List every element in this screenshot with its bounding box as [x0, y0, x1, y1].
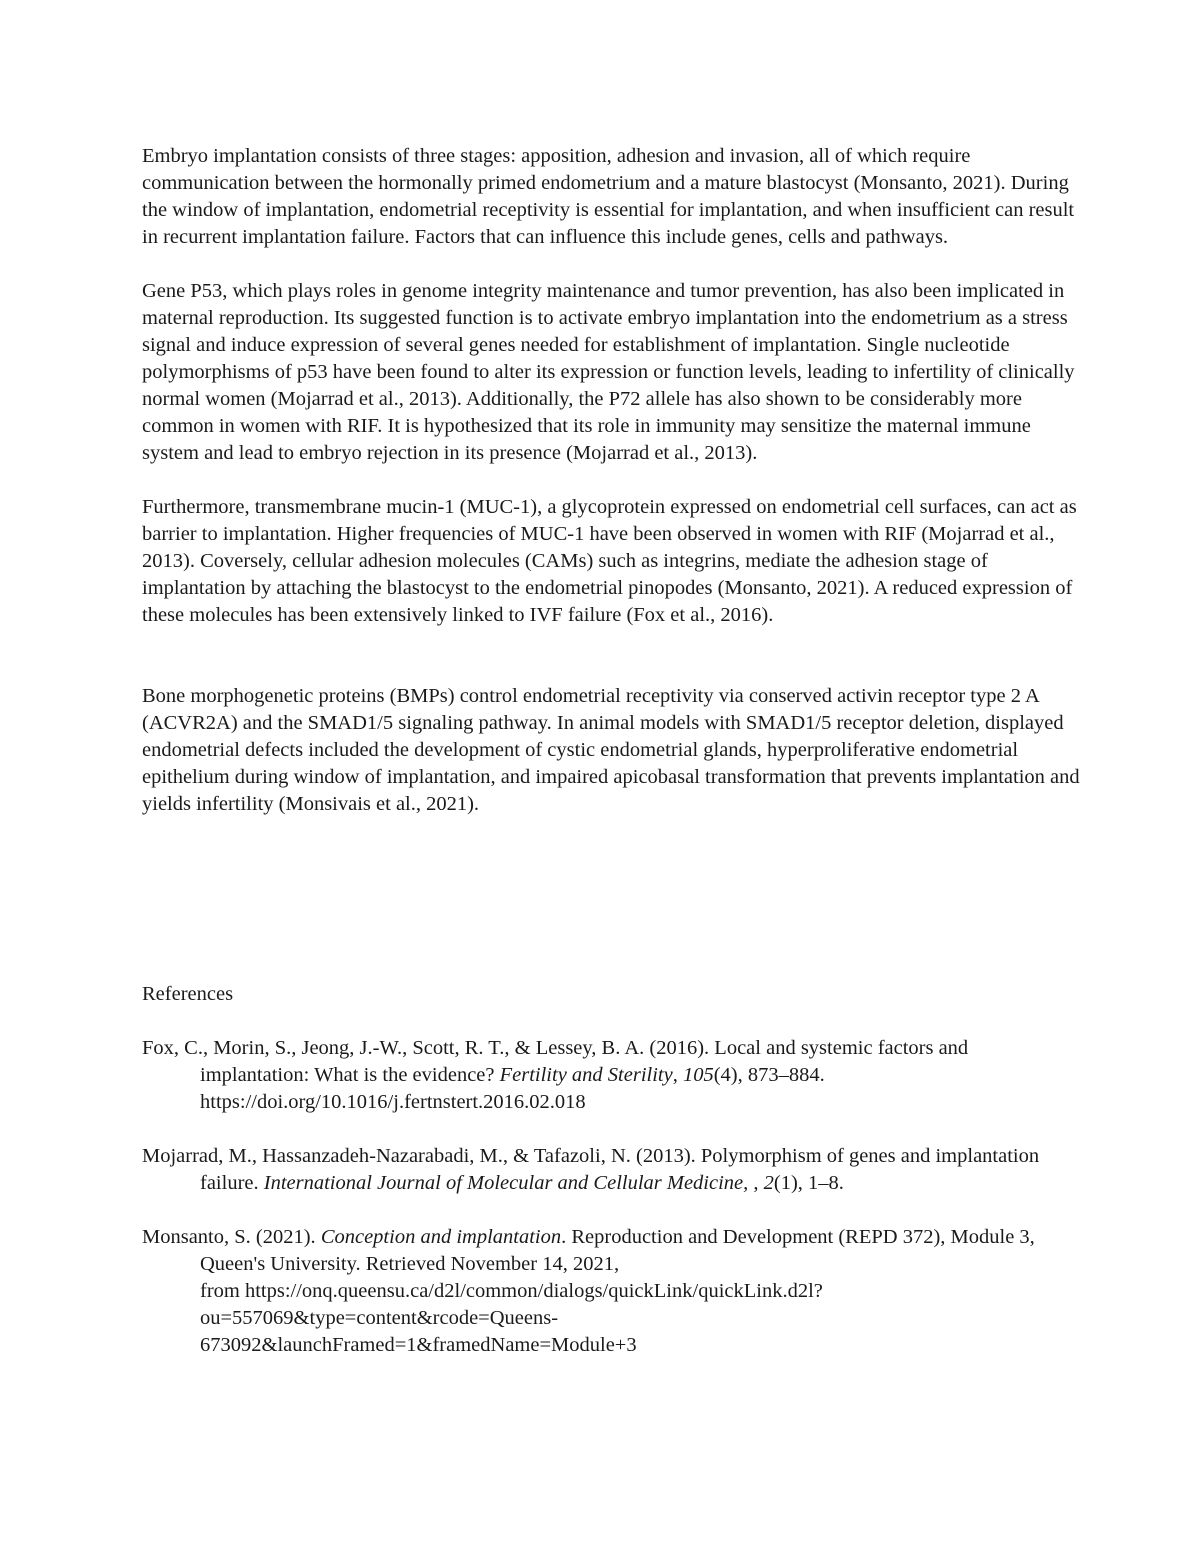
reference-mojarrad-journal: International Journal of Molecular and Cellular Medicine, [263, 1172, 754, 1194]
reference-fox-separator: , [672, 1064, 683, 1086]
reference-monsanto-details: . Reproduction and Development (REPD 372), Module 3, Queen's University. Retrieved November 14, 2021, [200, 1226, 1035, 1275]
references-section [142, 981, 1082, 1386]
reference-mojarrad-authors: Mojarrad, M., Hassanzadeh-Nazarabadi, M., & Tafazoli, N. (2013). Polymorphism of genes and implantation failure. [142, 1145, 1040, 1194]
reference-fox-authors: Fox, C., Morin, S., Jeong, J.-W., Scott, R. T., & Lessey, B. A. (2016). Local and systemic factors and implantation: What is the evidence? [142, 1037, 969, 1086]
paragraph-bmps: Bone morphogenetic proteins (BMPs) control endometrial receptivity via conserved activin receptor type 2 A (ACVR2A) and the SMAD1/5 signaling pathway. In animal models with SMAD1/5 receptor deletion, displayed endometrial defects included the development of cystic endometrial glands, hyperproliferative endometrial epithelium during window of implantation, and impaired apicobasal transformation that prevents implantation and yields infertility (Monsivais et al., 2021). [142, 685, 1080, 815]
reference-mojarrad-pages: (1), 1–8. [773, 1172, 844, 1194]
reference-fox-volume: 105 [682, 1064, 714, 1086]
reference-monsanto-link[interactable]: from https://onq.queensu.ca/d2l/common/dialogs/quickLink/quickLink.d2l? [200, 1280, 823, 1302]
paragraph-muc1: Furthermore, transmembrane mucin-1 (MUC-1), a glycoprotein expressed on endometrial cell surfaces, can act as barrier to implantation. Higher frequencies of MUC-1 have been observed in women with RIF (Mojarrad et al., 2013). Coversely, cellular adhesion molecules (CAMs) such as integrins, mediate the adhesion stage of implantation by attaching the blastocyst to the endometrial pinopodes (Monsanto, 2021). A reduced expression of these molecules has been extensively linked to IVF failure (Fox et al., 2016). [142, 496, 1077, 626]
reference-monsanto-link-line2[interactable]: ou=557069&type=content&rcode=Queens- [200, 1307, 559, 1329]
reference-mojarrad-volume: 2 [763, 1172, 774, 1194]
reference-fox [142, 1035, 1082, 1116]
paragraph-implantation-stages: Embryo implantation consists of three stages: apposition, adhesion and invasion, all of which require communication between the hormonally primed endometrium and a mature blastocyst (Monsanto, 2021). During the window of implantation, endometrial receptivity is essential for implantation, and when insufficient can result in recurrent implantation failure. Factors that can influence this include genes, cells and pathways. [142, 145, 1075, 248]
reference-monsanto-title: Conception and implantation [320, 1226, 562, 1248]
reference-fox-pages: (4), 873–884. [713, 1064, 825, 1086]
reference-mojarrad-separator: , [753, 1172, 764, 1194]
reference-fox-journal: Fertility and Sterility [499, 1064, 673, 1086]
reference-monsanto-author: Monsanto, S. (2021). [142, 1226, 321, 1248]
paragraph-gene-p53: Gene P53, which plays roles in genome integrity maintenance and tumor prevention, has also been implicated in maternal reproduction. Its suggested function is to activate embryo implantation into the endometrium as a stress signal and induce expression of several genes needed for establishment of implantation. Single nucleotide polymorphisms of p53 have been found to alter its expression or function levels, leading to infertility of clinically normal women (Mojarrad et al., 2013). Additionally, the P72 allele has also shown to be considerably more common in women with RIF. It is hypothesized that its role in immunity may sensitize the maternal immune system and lead to embryo rejection in its presence (Mojarrad et al., 2013). [142, 280, 1075, 464]
reference-monsanto-link-line3[interactable]: 673092&launchFramed=1&framedName=Module+3 [200, 1334, 637, 1356]
reference-fox-doi-link[interactable]: https://doi.org/10.1016/j.fertnstert.2016.02.018 [200, 1091, 586, 1113]
reference-monsanto [142, 1224, 1082, 1359]
references-heading: References [142, 983, 234, 1005]
document-body [142, 143, 1082, 845]
reference-mojarrad [142, 1143, 1082, 1197]
